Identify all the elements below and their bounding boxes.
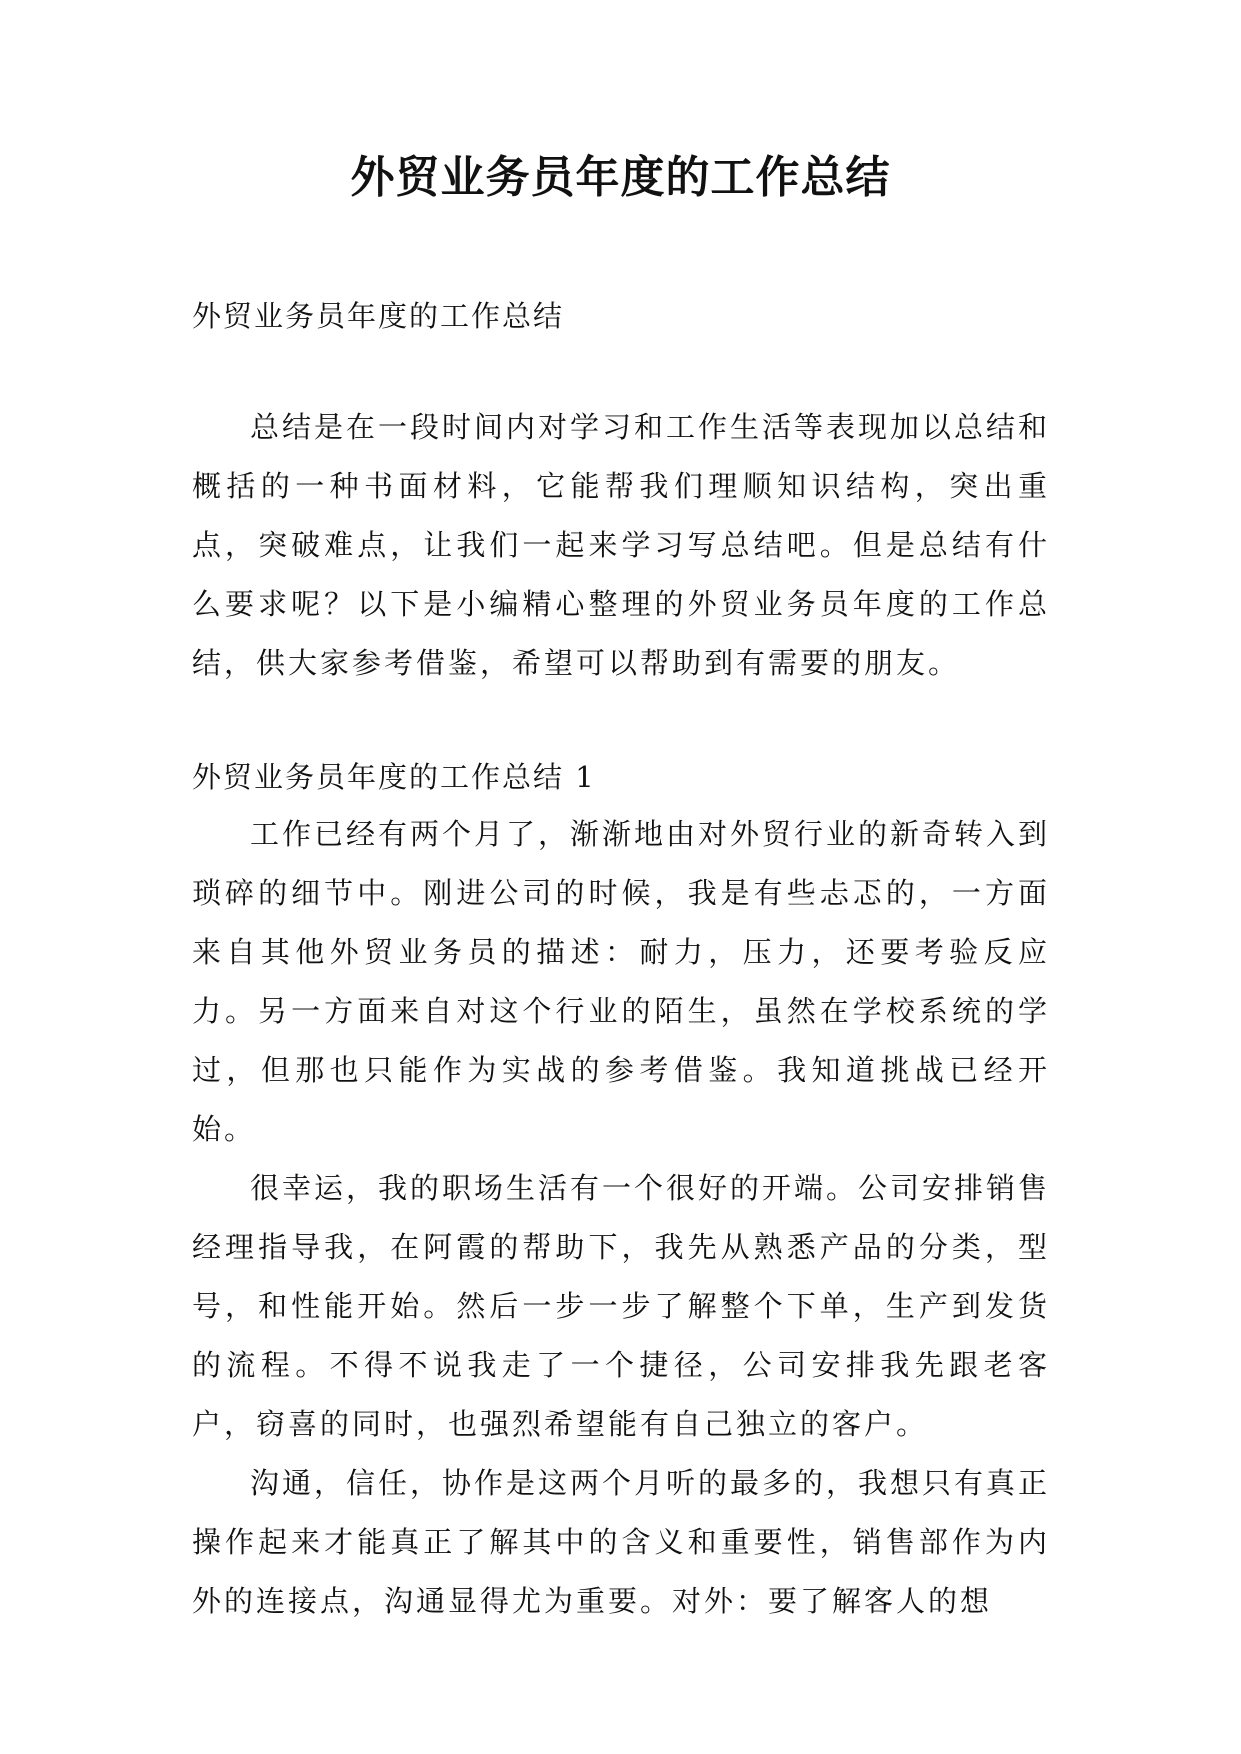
document-body bbox=[192, 288, 1050, 1631]
intro-paragraph: 总结是在一段时间内对学习和工作生活等表现加以总结和概括的一种书面材料，它能帮我们理顺知识结构，突出重点，突破难点，让我们一起来学习写总结吧。但是总结有什么要求呢？以下是小编精心整理的外贸业务员年度的工作总结，供大家参考借鉴，希望可以帮助到有需要的朋友。 bbox=[192, 410, 1051, 680]
document-subtitle: 外贸业务员年度的工作总结 bbox=[192, 299, 565, 333]
body-paragraph: 工作已经有两个月了，渐渐地由对外贸行业的新奇转入到琐碎的细节中。刚进公司的时候，我是有些忐忑的，一方面来自其他外贸业务员的描述：耐力，压力，还要考验反应力。另一方面来自对这个行业的陌生，虽然在学校系统的学过，但那也只能作为实战的参考借鉴。我知道挑战已经开始。 bbox=[192, 817, 1051, 1146]
section-heading: 外贸业务员年度的工作总结 1 bbox=[192, 760, 596, 794]
body-paragraph: 沟通，信任，协作是这两个月听的最多的，我想只有真正操作起来才能真正了解其中的含义和重要性，销售部作为内外的连接点，沟通显得尤为重要。对外：要了解客人的想 bbox=[192, 1466, 1051, 1618]
document-title: 外贸业务员年度的工作总结 bbox=[350, 152, 891, 203]
body-paragraph: 很幸运，我的职场生活有一个很好的开端。公司安排销售经理指导我，在阿霞的帮助下，我先从熟悉产品的分类，型号，和性能开始。然后一步一步了解整个下单，生产到发货的流程。不得不说我走了一个捷径，公司安排我先跟老客户，窃喜的同时，也强烈希望能有自己独立的客户。 bbox=[192, 1171, 1051, 1441]
